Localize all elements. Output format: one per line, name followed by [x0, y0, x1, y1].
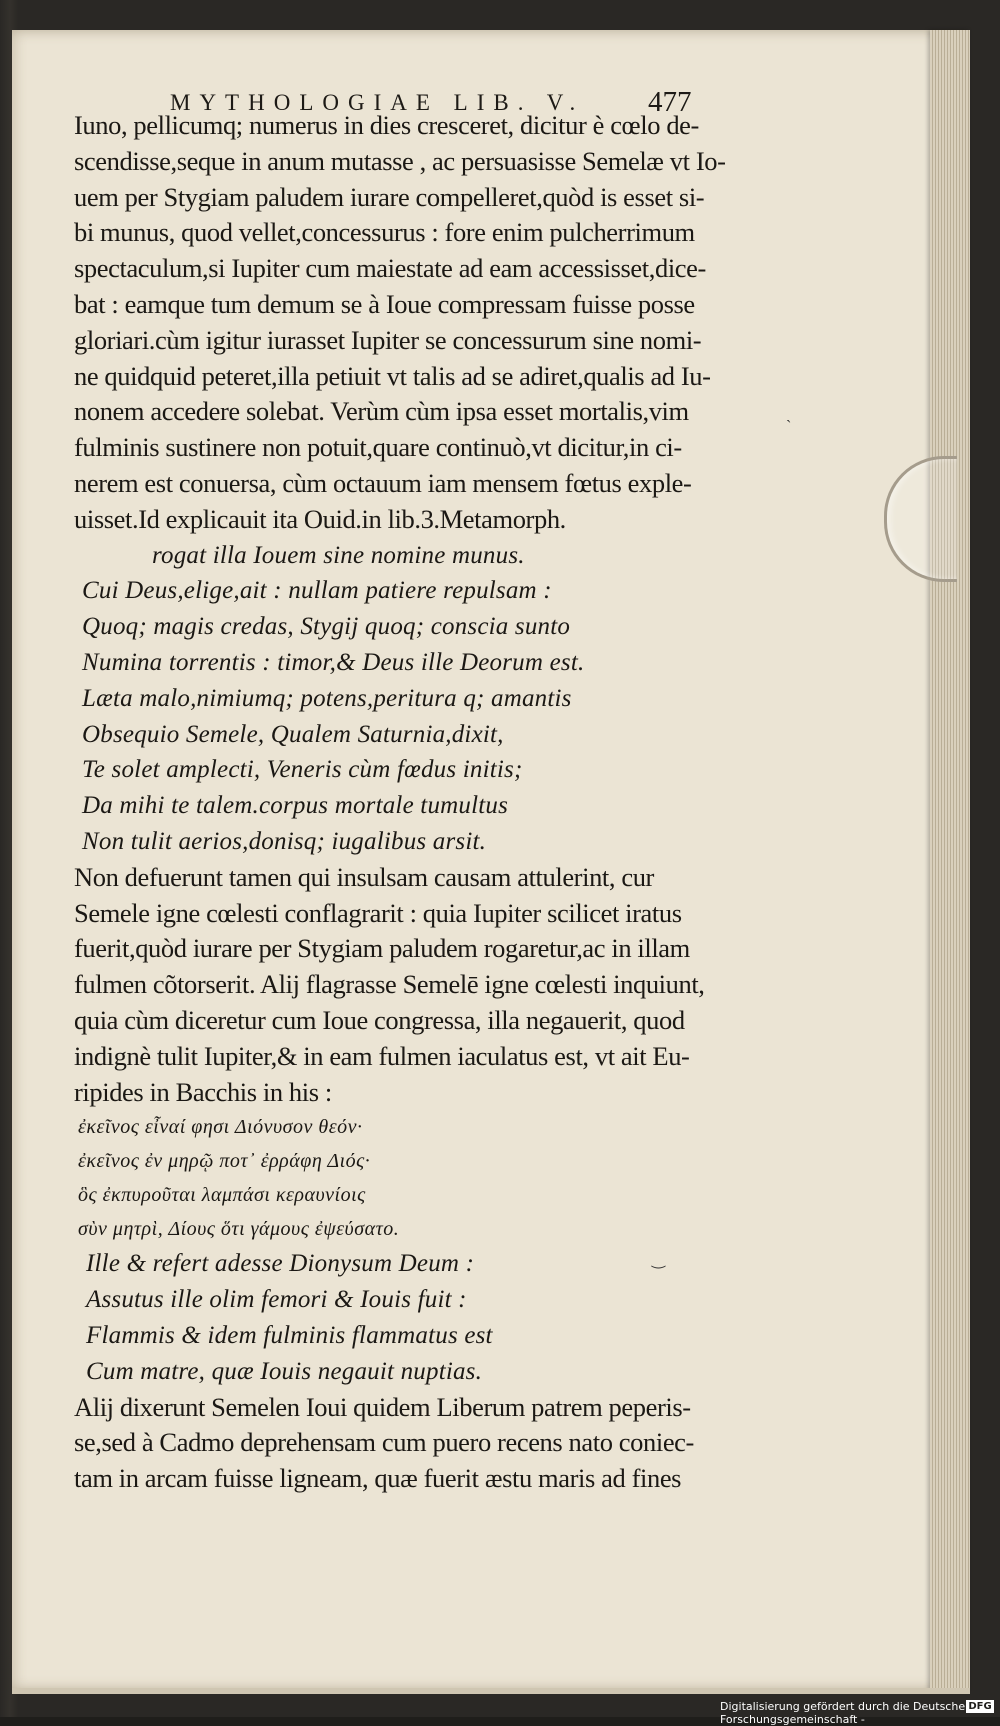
dust-mark: ‿: [652, 1252, 665, 1269]
verse-line: rogat illa Iouem sine nomine munus.: [152, 541, 525, 569]
digitization-credit: Digitalisierung gefördert durch die Deutsche Forschungsgemeinschaft -: [720, 1700, 966, 1726]
verse-line: Quoq; magis credas, Stygij quoq; conscia sunto: [82, 613, 571, 641]
dfg-logo: DFG: [966, 1700, 994, 1713]
text-line: uem per Stygiam paludem iurare compelleret,quòd is esset si-: [74, 181, 705, 212]
text-line: indignè tulit Iupiter,& in eam fulmen iaculatus est, vt ait Eu-: [74, 1040, 690, 1071]
text-line: Non defuerunt tamen qui insulsam causam attulerint, cur: [74, 861, 654, 892]
paragraph-1: [74, 108, 724, 538]
text-line: Semele igne cœlesti conflagrarit : quia Iupiter scilicet iratus: [74, 897, 682, 928]
greek-verse-line: ἐκεῖνος εἶναί φησι Διόνυσον θεόν·: [78, 1116, 363, 1139]
text-line: Alij dixerunt Semelen Ioui quidem Liberum patrem peperis-: [74, 1391, 691, 1422]
text-line: quia cùm diceretur cum Ioue congressa, illa negauerit, quod: [74, 1004, 685, 1035]
verse-line: Ille & refert adesse Dionysum Deum :: [86, 1250, 475, 1278]
text-line: fulmen cõtorserit. Alij flagrasse Semelē igne cœlesti inquiunt,: [74, 969, 705, 1000]
text-line: uisset.Id explicauit ita Ouid.in lib.3.Metamorph.: [74, 503, 566, 534]
page-fore-edge: [930, 30, 970, 1690]
text-line: fulminis sustinere non potuit,quare continuò,vt dicitur,in ci-: [74, 432, 682, 463]
paragraph-3: [74, 1390, 724, 1497]
verse-line: Læta malo,nimiumq; potens,peritura q; amantis: [82, 684, 572, 712]
verse-line: Obsequio Semele, Qualem Saturnia,dixit,: [82, 720, 504, 748]
greek-verse-line: σὺν μητρὶ, Δίους ὅτι γάμους ἐψεύσατο.: [78, 1218, 400, 1241]
header-title: MYTHOLOGIAE LIB. V.: [170, 90, 585, 115]
page-number: 477: [648, 86, 692, 118]
text-line: Iuno, pellicumq; numerus in dies cresceret, dicitur è cœlo de-: [74, 110, 699, 140]
text-block: [74, 108, 724, 1497]
text-line: tam in arcam fuisse ligneam, quæ fuerit æstu maris ad fines: [74, 1463, 682, 1494]
text-line: scendisse,seque in anum mutasse , ac persuasisse Semelæ vt Io-: [74, 145, 726, 176]
page-bottom-edge: [12, 1688, 970, 1694]
dust-mark: ˎ: [786, 406, 792, 423]
verse-quotation-ovid: [74, 538, 724, 860]
greek-quotation: [74, 1110, 724, 1246]
verse-line: Cui Deus,elige,ait : nullam patiere repulsam :: [82, 577, 552, 605]
paragraph-2: [74, 860, 724, 1111]
text-line: bi munus, quod vellet,concessurus : fore enim pulcherrimum: [74, 217, 695, 248]
verse-line: Non tulit aerios,donisq; iugalibus arsit.: [82, 827, 487, 855]
greek-verse-line: ὃς ἐκπυροῦται λαμπάσι κεραυνίοις: [78, 1184, 366, 1207]
verse-line: Numina torrentis : timor,& Deus ille Deorum est.: [82, 648, 585, 676]
text-line: ripides in Bacchis in his :: [74, 1076, 332, 1107]
verse-quotation-translation: [74, 1246, 724, 1389]
greek-verse-line: ἐκεῖνος ἐν μηρῷ ποτ᾽ ἐρράφη Διός·: [78, 1150, 371, 1173]
verse-line: Da mihi te talem.corpus mortale tumultus: [82, 792, 509, 820]
verse-line: Cum matre, quæ Iouis negauit nuptias.: [86, 1357, 483, 1385]
text-line: fuerit,quòd iurare per Stygiam paludem rogaretur,ac in illam: [74, 933, 690, 964]
verse-line: Te solet amplecti, Veneris cùm fœdus initis;: [82, 756, 523, 784]
text-line: nerem est conuersa, cùm octauum iam mensem fœtus exple-: [74, 467, 692, 498]
text-line: ne quidquid peteret,illa petiuit vt talis ad se adiret,qualis ad Iu-: [74, 360, 711, 391]
text-line: gloriari.cùm igitur iurasset Iupiter se concessurum sine nomi-: [74, 324, 702, 355]
text-line: se,sed à Cadmo deprehensam cum puero recens nato coniec-: [74, 1427, 694, 1458]
text-line: bat : eamque tum demum se à Ioue compressam fuisse posse: [74, 288, 695, 319]
text-line: nonem accedere solebat. Verùm cùm ipsa esset mortalis,vim: [74, 396, 689, 427]
verse-line: Assutus ille olim femori & Iouis fuit :: [86, 1286, 467, 1314]
verse-line: Flammis & idem fulminis flammatus est: [86, 1321, 493, 1349]
text-line: spectaculum,si Iupiter cum maiestate ad eam accessisset,dice-: [74, 253, 706, 284]
